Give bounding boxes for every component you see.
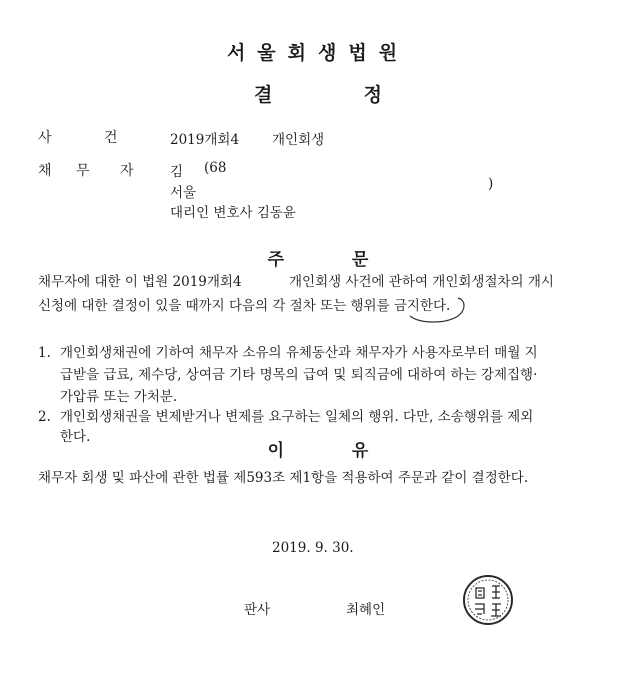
reason-heading-right: 유 bbox=[351, 441, 369, 461]
case-label-1: 사 bbox=[38, 130, 52, 146]
order-item-1-line3: 가압류 또는 가처분. bbox=[60, 389, 178, 405]
document-type-left: 결 bbox=[254, 84, 273, 106]
order-intro-line1a: 채무자에 대한 이 법원 2019개회4 bbox=[38, 274, 242, 290]
order-item-2-line2: 한다. bbox=[60, 429, 91, 445]
judge-title: 판사 bbox=[244, 602, 271, 618]
order-intro-line1b: 개인회생 사건에 관하여 개인회생절차의 개시 bbox=[289, 274, 554, 290]
debtor-label-3: 자 bbox=[120, 163, 134, 179]
case-number: 2019개회4 bbox=[170, 132, 240, 148]
order-item-1-number: 1. bbox=[38, 345, 51, 361]
order-heading-left: 주 bbox=[267, 250, 285, 270]
judge-seal-stamp bbox=[462, 574, 514, 626]
reason-heading-left: 이 bbox=[267, 441, 285, 461]
debtor-address: 서울 bbox=[170, 185, 197, 201]
debtor-representative: 대리인 변호사 김동윤 bbox=[170, 205, 296, 221]
reason-text: 채무자 회생 및 파산에 관한 법률 제593조 제1항을 적용하여 주문과 같이 결정한다. bbox=[38, 470, 529, 486]
reason-heading bbox=[0, 436, 636, 461]
order-heading-right: 문 bbox=[351, 250, 369, 270]
debtor-label-2: 무 bbox=[76, 163, 90, 179]
court-name: 서울회생법원 bbox=[226, 42, 410, 64]
order-item-2-number: 2. bbox=[38, 409, 51, 425]
debtor-address-close: ) bbox=[488, 176, 494, 192]
case-label-2: 건 bbox=[104, 130, 118, 146]
handwritten-underline-mark bbox=[406, 294, 476, 328]
debtor-name: 김 bbox=[170, 164, 184, 180]
order-item-1-line1: 개인회생채권에 기하여 채무자 소유의 유체동산과 채무자가 사용자로부터 매월 지 bbox=[60, 345, 538, 361]
case-type: 개인회생 bbox=[272, 132, 325, 148]
order-item-2-line1: 개인회생채권을 변제받거나 변제를 요구하는 일체의 행위. 다만, 소송행위를 제외 bbox=[60, 409, 534, 425]
document-type bbox=[0, 80, 636, 107]
order-heading bbox=[0, 245, 636, 270]
decision-date: 2019. 9. 30. bbox=[272, 540, 354, 556]
order-intro-line2: 신청에 대한 결정이 있을 때까지 다음의 각 절차 또는 행위를 금지한다. bbox=[38, 298, 451, 314]
judge-name: 최혜인 bbox=[346, 602, 386, 618]
order-item-1-line2: 급받을 급료, 제수당, 상여금 기타 명목의 급여 및 퇴직금에 대하여 하는 강제집행· bbox=[60, 367, 538, 383]
document-type-right: 정 bbox=[363, 84, 382, 106]
debtor-birth-partial: (68 bbox=[204, 160, 227, 176]
debtor-label-1: 채 bbox=[38, 163, 52, 179]
